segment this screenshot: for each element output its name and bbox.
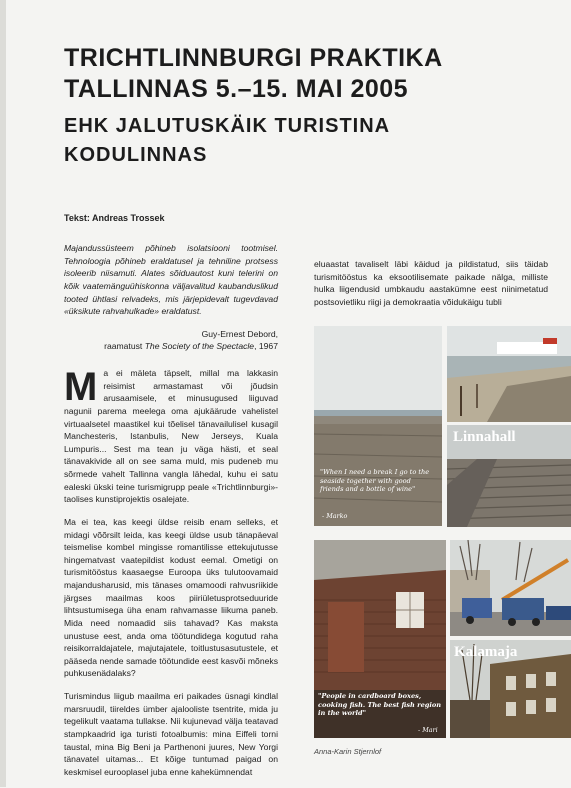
byline: Tekst: Andreas Trossek [64, 213, 165, 223]
trucks-illustration [450, 540, 571, 636]
photo-wooden-house [314, 540, 446, 738]
photo-credit: Anna-Karin Stjernlof [314, 747, 382, 756]
photo-pier-seaside [314, 326, 442, 526]
photo-street-trucks [450, 540, 571, 636]
body-paragraph-2: Ma ei tea, kas keegi üldse reisib enam selleks, et midagi võõrsilt leida, kas keegi üldse usub tänapäeval teismelise kombel mingisse romantilisse ettekujutusse hingematvast vaatepildist kodust eemal. Ometigi on turismitööstus kaasaegse Euroopa üks tulutoovamaid majandusharusid, mis tänases omamoodi rahvusriikide järgses maailmas koos piiriületusprotseduuride lihtsustumisega üha enam rahvamasse liikuma paneb. Mida need nomaadid siis tahavad? Kas maksta unustuse eest, anda oma töötundidega kogutud raha reisikorraldajatele, majutajatele, toitlustusasutustele, et pääseda nende samade töötundide eest kasvõi mõneks puhkusenädalaks? [64, 516, 278, 679]
photo-kalamaja [450, 640, 571, 738]
label-linnahall: Linnahall [453, 429, 516, 445]
pier-illustration [314, 326, 442, 526]
title-line-3: EHK JALUTUSKÄIK TURISTINA KODULINNAS [64, 115, 390, 166]
body-paragraph-1-text: a ei mäleta täpselt, millal ma lakkasin reisimist armastamast või jõudsin arusaamisele, et minusugused liiguvad nagunii parema meelega oma ajukäärude vahelistel virtuaalsetel maastikel kui tõelisel tänavailulisel kusagil Manchesteris, Istanbulis, New Jerseys, Kuala Lumpuris... Sest ma tean ju väga hästi, et seal tänavakivide all on see sama muld, mis pudeneb mu sõrmede vahelt Tallinna vangla lähedal, kuhu ei satu ealeski ükski teine turismigrupp peale «Trichtlinnburgi»-taolises kunstiprojektis osalejate. [64, 368, 278, 505]
body-paragraph-1 [64, 367, 278, 506]
right-column-text: eluaastat tavaliselt läbi käidud ja pildistatud, siis täidab turismitööstus ka eksootilisemate paikade nälga, milliste hulka liigendusid umbkaudu aastakümne eest niinimetatud postsovietliku riigi ja demokraatia võidukäigu tubli [314, 259, 548, 307]
epigraph-source-prefix: raamatust [104, 341, 145, 352]
right-column [314, 258, 548, 319]
quote-marko-author: - Marko [322, 512, 348, 520]
drop-cap: M [64, 365, 98, 409]
quote-mari: "People in cardboard boxes, cooking fish. The best fish region in the world" [318, 692, 442, 718]
title-line-1: TRICHTLINNBURGI PRAKTIKA [64, 44, 443, 72]
article-title [64, 46, 534, 170]
page-edge-shadow [0, 0, 6, 787]
harbour-illustration [447, 326, 571, 422]
epigraph-source-year: , 1967 [254, 341, 278, 352]
quote-marko: "When I need a break I go to the seaside together with good friends and a bottle of wine" [320, 468, 430, 494]
epigraph: Majandussüsteem põhineb isolatsiooni tootmisel. Tehnoloogia põhineb eraldatusel ja tehniline protsess isoleerib niisamuti. Alates sõiduautost kuni telerini on kõik vaatemänguühiskonna väljavalitud kaubanduslikud tooted ühtlasi relvadeks, mis järjepidevalt tugevdavad «üksikute rahvahulkade» eraldatust. [64, 243, 278, 317]
epigraph-attribution [64, 328, 278, 353]
photo-harbour-beach [447, 326, 571, 422]
epigraph-author: Guy-Ernest Debord, [201, 328, 278, 339]
body-paragraph-3: Turismindus liigub maailma eri paikades üsnagi kindlal marsruudil, tiireldes ümber ajalooliste tsentrite, mida ju tegelikult vaatama tullakse. Nii kujunevad välja teatavad stampkaadrid iga turisti fotoalbumis: mina Eiffeli torni taustal, mina Big Beni ja Parthenoni juures, New Yorgi tänavatel uitamas... Et kõige tuntumad paigad on keskmisel eurooplasel juba enne kahekümnendat [64, 691, 278, 777]
quote-mari-author: - Mari [418, 726, 438, 734]
photo-linnahall [447, 425, 571, 527]
left-column [64, 242, 278, 788]
label-kalamaja: Kalamaja [454, 644, 518, 660]
epigraph-source-title: The Society of the Spectacle [144, 341, 255, 352]
title-line-2: TALLINNAS 5.–15. MAI 2005 [64, 75, 409, 103]
